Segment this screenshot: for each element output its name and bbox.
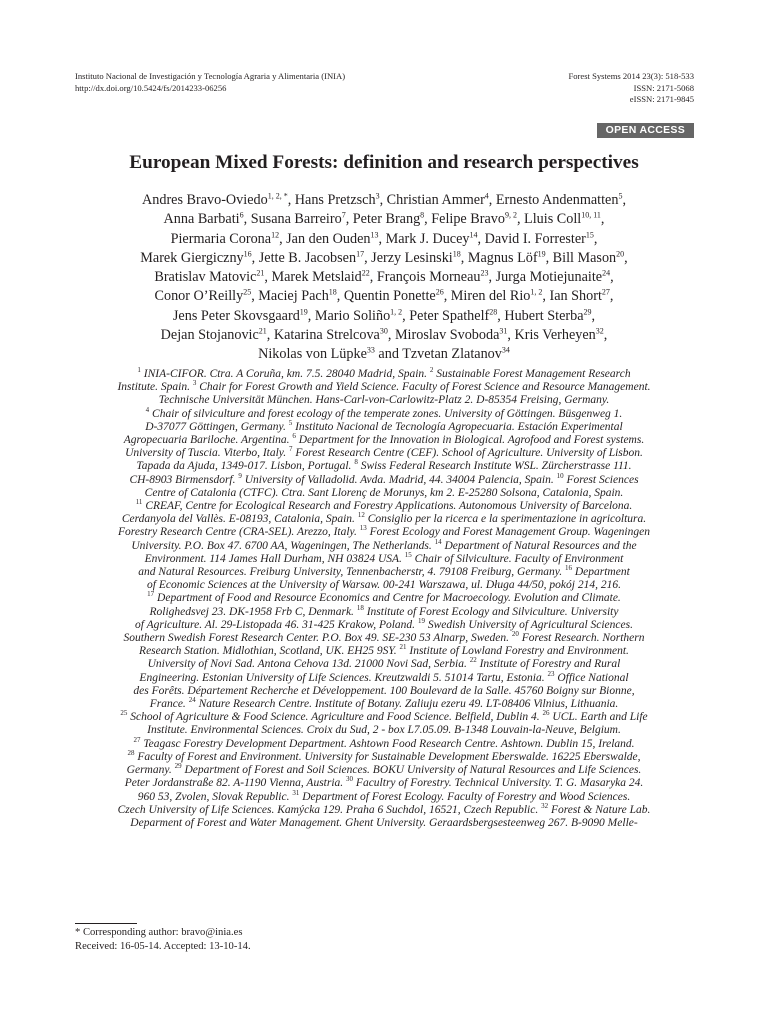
affiliation-text: Consiglio per la ricerca e la sperimentazione in agricoltura. (364, 513, 647, 526)
affiliation-number: 31 (292, 788, 300, 797)
author-name: Ian Short (549, 288, 602, 305)
affiliation-text: Czech University of Life Sciences. Kamýcka 129. Praha 6 Suchdol, 16521, Czech Republic. (117, 803, 542, 816)
author-list (60, 191, 708, 364)
affiliation-text: Department for the Innovation in Biological. Agrofood and Forest systems. (295, 434, 645, 447)
author-name: Piermaria Corona (170, 230, 272, 247)
author-name: Maciej Pach (258, 288, 329, 305)
affiliation-line (60, 381, 708, 394)
author-name: David I. Forrester (484, 230, 586, 247)
affiliation-number: 18 (356, 603, 364, 612)
affiliation-marker: 20 (616, 249, 625, 259)
affiliation-number: 17 (147, 590, 155, 599)
author-name: Jerzy Lesinski (371, 249, 453, 266)
author-name: Felipe Bravo (431, 211, 505, 228)
affiliation-marker: 28 (489, 306, 498, 316)
author-name: François Morneau (376, 269, 481, 285)
affiliation-text: Faculty of Forest and Environment. University for Sustainable Development Eberswalde. 16225 Eberswalde, (134, 750, 641, 763)
affiliation-text: Swedish University of Agricultural Sciences. (424, 618, 633, 631)
affiliation-text: Facultry of Forestry. Technical University. T. G. Masaryka 24. (353, 777, 644, 790)
affiliation-number: 21 (399, 643, 407, 652)
affiliation-marker: 14 (469, 229, 478, 239)
affiliation-line (60, 592, 708, 605)
affiliation-marker: 26 (435, 287, 444, 297)
affiliation-text: Forest Sciences (563, 473, 639, 486)
affiliation-text: France. (149, 698, 189, 711)
affiliation-number: 2 (429, 366, 434, 375)
affiliation-number: 30 (346, 775, 354, 784)
footnote-rule (75, 923, 137, 924)
affiliation-number: 9 (238, 471, 242, 480)
affiliation-text: University of Tuscia. Viterbo, Italy. (125, 447, 290, 460)
author-name: Dejan Stojanovic (160, 326, 259, 343)
affiliation-marker: 10, 11 (581, 210, 601, 220)
affiliation-text: Cerdanyola del Vallès. E-08193, Catalonia, Spain. (121, 513, 358, 526)
affiliation-text: Teagasc Forestry Development Department. Ashtown Food Research Centre. Ashtown. Dublin 15, Ireland. (140, 737, 635, 750)
affiliation-marker: 1, 2 (530, 287, 543, 297)
affiliation-marker: 15 (585, 229, 594, 239)
affiliation-text: Forest & Nature Lab. (548, 803, 651, 816)
affiliation-marker: 23 (480, 268, 489, 278)
affiliation-text: of Economic Sciences at the University of Warsaw. 00-241 Warszawa, ul. Długa 44/50, pokój 214, 216. (147, 579, 621, 592)
corresponding-author: * Corresponding author: bravo@inia.es (75, 927, 243, 938)
affiliation-marker: 13 (370, 229, 379, 239)
author-name: Lluis Coll (524, 211, 582, 228)
affiliation-marker: 19 (537, 249, 546, 259)
author-name: Christian Ammer (386, 192, 485, 208)
affiliation-text: Institute of Lowland Forestry and Environment. (406, 645, 629, 658)
affiliation-line (60, 471, 708, 487)
affiliation-marker: 19 (299, 306, 308, 316)
affiliation-line (60, 447, 708, 460)
author-line: Conor O’Reilly$^{25}$, Maciej Pach$^{18}$, Quentin Ponette$^{26}$, Miren del Rio$^{1, 2}$, Ian Short$^{27}$, (154, 287, 614, 305)
affiliation-text: Department of Forest Ecology. Faculty of Forestry and Wood Sciences. (299, 790, 631, 803)
affiliation-marker: 25 (243, 287, 252, 297)
affiliation-marker: 21 (256, 268, 265, 278)
affiliation-number: 22 (469, 656, 477, 665)
affiliation-text: School of Agriculture & Food Science. Agriculture and Food Science. Belfield, Dublin 4. (127, 711, 543, 724)
author-line: Jens Peter Skovsgaard$^{19}$, Mario Soliño$^{1, 2}$, Peter Spathelf$^{28}$, Hubert Sterba$^{29}$, (172, 306, 596, 324)
affiliation-text: Department (571, 566, 630, 579)
affiliation-text: and Natural Resources. Freiburg University, Tennenbacherstr, 4. 79108 Freiburg, Germany. (138, 566, 565, 579)
affiliation-text: Technische Universität München. Hans-Carl-von-Carlowitz-Platz 2. D-85354 Freising, Germany. (158, 394, 610, 407)
affiliation-number: 14 (434, 537, 442, 546)
affiliation-marker: 34 (501, 345, 510, 355)
affiliation-number: 23 (547, 669, 555, 678)
author-name: Marek Giergiczny (140, 249, 244, 266)
author-name: Ernesto Andenmatten (495, 192, 619, 208)
affiliation-line (60, 537, 708, 553)
affiliation-text: Chair of Silviculture. Faculty of Environment (411, 552, 624, 565)
affiliation-marker: 1, 2, * (267, 191, 288, 201)
affiliation-text: Centre of Catalonia (CTFC). Ctra. Sant Llorenç de Morunys, km 2. E-25280 Solsona, Catalonia, Spain. (144, 486, 624, 499)
affiliation-line (60, 603, 708, 619)
affiliation-text: des Forêts. Département Recherche et Développement. 100 Boulevard de la Salle. 45760 Boigny sur Bionne, (133, 684, 635, 697)
author-name: Marek Metslaid (271, 269, 362, 285)
affiliation-number: 12 (357, 511, 365, 520)
affiliation-text: Peter Jordanstraße 82. A-1190 Vienna, Austria. (124, 777, 347, 790)
affiliation-line (60, 724, 708, 737)
affiliation-number: 15 (404, 551, 412, 560)
author-name: Mario Soliño (314, 307, 391, 324)
affiliation-marker: 5 (618, 191, 623, 201)
affiliation-marker: 33 (366, 345, 375, 355)
affiliation-line (60, 685, 708, 698)
affiliation-text: 960 53, Zvolen, Slovak Republic. (137, 790, 293, 803)
affiliation-text: CREAF, Centre for Ecological Research and Forestry Applications. Autonomous University of Barcelona. (142, 500, 633, 513)
affiliation-number: 29 (174, 762, 182, 771)
author-name: Bill Mason (552, 249, 617, 266)
affiliation-text: Agropecuaria Bariloche. Argentina. (123, 434, 293, 447)
affiliation-number: 1 (137, 366, 141, 375)
affiliation-line (60, 513, 708, 526)
affiliation-text: Institute. Spain. (117, 381, 193, 394)
affiliation-text: Forest Research. Northern (518, 632, 645, 645)
affiliation-line (60, 418, 708, 434)
affiliation-marker: 18 (452, 249, 461, 259)
affiliation-line (60, 553, 708, 566)
affiliation-marker: 3 (375, 191, 380, 201)
author-line: Marek Giergiczny$^{16}$, Jette B. Jacobsen$^{17}$, Jerzy Lesinski$^{18}$, Magnus Löf$^{19}$, Bill Mason$^{20}$, (140, 249, 628, 266)
affiliation-line (60, 711, 708, 724)
affiliation-text: Swiss Federal Research Institute WSL. Zürcherstrasse 111. (357, 460, 632, 473)
affiliation-text: University of Novi Sad. Antona Cehova 13d. 21000 Novi Sad, Serbia. (147, 658, 470, 671)
open-access-badge: OPEN ACCESS (597, 123, 694, 138)
affiliation-marker: 17 (356, 249, 365, 259)
author-name: Magnus Löf (467, 249, 538, 266)
affiliation-marker: 29 (583, 306, 592, 316)
affiliation-line (60, 751, 708, 764)
author-name: Kris Verheyen (514, 326, 596, 343)
affiliation-text: D-37077 Göttingen, Germany. (145, 420, 289, 433)
affiliation-number: 11 (135, 498, 143, 507)
affiliation-marker: 22 (361, 268, 370, 278)
affiliation-line (60, 526, 708, 539)
author-line: Dejan Stojanovic$^{21}$, Katarina Strelcova$^{30}$, Miroslav Svoboda$^{31}$, Kris Verheyen$^{32}$, (160, 326, 608, 343)
affiliation-line (60, 735, 708, 751)
affiliation-text: University. P.O. Box 47. 6700 AA, Wageningen, The Netherlands. (131, 539, 435, 552)
affiliation-marker: 6 (239, 210, 244, 220)
affiliation-marker: 16 (243, 249, 252, 259)
affiliation-text: Department of Natural Resources and the (441, 539, 637, 552)
affiliation-line (60, 487, 708, 500)
affiliation-text: Instituto Nacional de Tecnología Agropecuaria. Estación Experimental (292, 420, 623, 433)
author-name: Quentin Ponette (343, 288, 436, 305)
affiliation-line (60, 777, 708, 790)
journal-citation: Forest Systems 2014 23(3): 518-533 (568, 71, 694, 81)
affiliation-text: Environment. 114 James Hall Durham, NH 03824 USA. (144, 552, 405, 565)
author-name: Katarina Strelcova (273, 326, 380, 343)
affiliation-text: Forest Ecology and Forest Management Group. Wageningen (366, 526, 650, 539)
affiliation-text: Research Station. Midlothian, Scotland, UK. EH25 9SY. (139, 645, 400, 658)
author-name: Susana Barreiro (250, 211, 342, 228)
affiliation-marker: 7 (341, 210, 346, 220)
affiliation-line (60, 394, 708, 407)
author-name: Peter Spathelf (409, 307, 490, 324)
author-name: Nikolas von Lüpke (258, 346, 367, 362)
author-name: Miren del Rio (450, 288, 531, 305)
affiliation-text: Chair for Forest Growth and Yield Science. Faculty of Forest Science and Resource Management. (196, 381, 651, 394)
author-name: Anna Barbati (163, 211, 240, 228)
affiliation-marker: 12 (271, 229, 280, 239)
running-header-right (568, 71, 694, 106)
author-line: Nikolas von Lüpke$^{33}$ and Tzvetan Zlatanov$^{34}$ (258, 345, 510, 362)
affiliation-number: 32 (541, 801, 549, 810)
affiliation-text: Germany. (126, 764, 175, 777)
author-name: Hans Pretzsch (294, 192, 376, 208)
issn: ISSN: 2171-5068 (633, 82, 694, 93)
doi-link[interactable]: http://dx.doi.org/10.5424/fs/2014233-06256 (75, 82, 227, 93)
affiliation-number: 27 (133, 735, 141, 744)
affiliation-text: of Agriculture. Al. 29-Listopada 46. 31-425 Krakow, Poland. (135, 618, 418, 631)
affiliation-line (60, 579, 708, 592)
affiliation-number: 4 (145, 405, 150, 414)
affiliation-text: Forestry Research Centre (CRA-SEL). Arezzo, Italy. (118, 526, 360, 539)
affiliation-line (60, 658, 708, 671)
affiliation-number: 28 (127, 749, 135, 758)
affiliation-marker: 31 (499, 326, 508, 336)
affiliation-line (60, 500, 708, 513)
affiliation-marker: 24 (602, 268, 611, 278)
author-name: Tzvetan Zlatanov (402, 346, 502, 362)
affiliation-line (60, 619, 708, 632)
author-line: Bratislav Matovic$^{21}$, Marek Metslaid$^{22}$, François Morneau$^{23}$, Jurga Motiejunaite$^{24}$, (154, 268, 614, 285)
author-name: Jette B. Jacobsen (258, 249, 357, 266)
affiliation-text: Department of Food and Resource Economics and Centre for Macroecology. Evolution and Climate. (154, 592, 621, 605)
affiliation-number: 7 (289, 445, 293, 454)
affiliation-marker: 18 (328, 287, 337, 297)
affiliation-line (60, 801, 708, 817)
affiliation-marker: 30 (379, 326, 388, 336)
paper-title: European Mixed Forests: definition and research perspectives (129, 152, 639, 173)
affiliation-number: 6 (292, 432, 296, 441)
affiliation-marker: 9, 2 (504, 210, 517, 220)
author-line: Anna Barbati$^6$, Susana Barreiro$^7$, Peter Brang$^8$, Felipe Bravo$^{9, 2}$, Lluis Coll$^{10, 11}$, (163, 210, 605, 228)
received-accepted-dates: Received: 16-05-14. Accepted: 13-10-14. (75, 940, 251, 952)
affiliation-line (60, 669, 708, 685)
affiliation-line (60, 368, 708, 381)
affiliation-marker: 1, 2 (390, 306, 403, 316)
affiliation-text: INIA-CIFOR. Ctra. A Coruña, km. 7.5. 28040 Madrid, Spain. (140, 368, 430, 380)
affiliation-line (60, 788, 708, 804)
affiliation-line (60, 632, 708, 645)
affiliation-text: Chair of silviculture and forest ecology of the temperate zones. University of Göttingen. Büsgenweg 1. (149, 407, 623, 420)
affiliation-text: Nature Research Centre. Institute of Botany. Zaliuju ezeru 49. LT-08406 Vilnius, Lithuania. (195, 698, 619, 711)
author-name: Miroslav Svoboda (394, 326, 500, 343)
affiliation-number: 24 (188, 696, 196, 705)
author-line: Piermaria Corona$^{12}$, Jan den Ouden$^{13}$, Mark J. Ducey$^{14}$, David I. Forrester$^{15}$, (170, 229, 598, 247)
affiliation-text: Deparment of Forest and Water Management. Ghent University. Geraardsbergsesteenweg 267. B-9090 Melle- (130, 816, 638, 829)
affiliation-number: 25 (120, 709, 128, 718)
author-line: Andres Bravo-Oviedo$^{1, 2, *}$, Hans Pretzsch$^3$, Christian Ammer$^4$, Ernesto Andenmatten$^5$, (142, 191, 626, 208)
affiliation-line (60, 764, 708, 777)
affiliation-number: 10 (556, 471, 564, 480)
author-name: Conor O’Reilly (154, 288, 244, 305)
affiliation-line (60, 566, 708, 579)
affiliation-text: CH-8903 Birmensdorf. (129, 473, 239, 486)
author-name: Peter Brang (352, 211, 421, 228)
affiliation-line (60, 645, 708, 658)
author-name: Hubert Sterba (504, 307, 584, 324)
author-name: Jens Peter Skovsgaard (172, 307, 300, 324)
affiliation-text: UCL. Earth and Life (549, 711, 648, 724)
affiliation-text: Department of Forest and Soil Sciences. BOKU University of Natural Resources and Life Sciences. (181, 764, 642, 777)
author-name: Jurga Motiejunaite (495, 269, 603, 285)
footnotes (75, 926, 251, 953)
author-name: Mark J. Ducey (385, 230, 470, 247)
affiliation-text: Tapada da Ajuda, 1349-017. Lisbon, Portugal. (136, 460, 355, 473)
author-name: Andres Bravo-Oviedo (142, 192, 268, 208)
running-header-left (75, 71, 345, 94)
affiliation-number: 8 (354, 458, 358, 467)
affiliation-text: Southern Swedish Forest Research Center. P.O. Box 49. SE-230 53 Alnarp, Sweden. (123, 632, 512, 645)
affiliation-text: Sustainable Forest Management Research (433, 368, 631, 380)
affiliations-block (60, 368, 708, 830)
affiliation-marker: 27 (601, 287, 610, 297)
affiliation-text: University of Valladolid. Avda. Madrid, 44. 34004 Palencia, Spain. (241, 473, 557, 486)
affiliation-text: Office National (554, 671, 629, 684)
affiliation-line (60, 405, 708, 421)
affiliation-number: 5 (288, 418, 293, 427)
institution-name: Instituto Nacional de Investigación y Tecnología Agraria y Alimentaria (INIA) (75, 71, 346, 81)
affiliation-marker: 8 (420, 210, 425, 220)
affiliation-number: 26 (542, 709, 550, 718)
affiliation-number: 3 (192, 379, 197, 388)
affiliation-number: 16 (564, 564, 572, 573)
affiliation-line (60, 698, 708, 711)
affiliation-text: Rolighedsvej 23. DK-1958 Frb C, Denmark. (149, 605, 357, 618)
affiliation-marker: 4 (484, 191, 489, 201)
affiliation-text: Forest Research Centre (CEF). School of Agriculture. University of Lisbon. (292, 447, 643, 460)
affiliation-marker: 32 (595, 326, 604, 336)
affiliation-number: 20 (511, 630, 519, 639)
affiliation-number: 13 (359, 524, 367, 533)
author-name: Bratislav Matovic (154, 269, 257, 285)
affiliation-line (60, 434, 708, 447)
affiliation-text: Institute of Forest Ecology and Silviculture. University (363, 605, 619, 618)
author-name: Jan den Ouden (286, 230, 371, 247)
affiliation-text: Engineering. Estonian University of Life Sciences. Kreutzwaldi 5. 51014 Tartu, Estonia. (139, 671, 548, 684)
affiliation-number: 19 (417, 617, 425, 626)
affiliation-line (60, 817, 708, 830)
affiliation-text: Institute. Environmental Sciences. Croix du Sud, 2 - box L7.05.09. B-1348 Louvain-la-Neuve, Belgium. (147, 724, 621, 737)
eissn: eISSN: 2171-9845 (629, 94, 694, 104)
affiliation-line (60, 460, 708, 473)
affiliation-text: Institute of Forestry and Rural (476, 658, 621, 671)
affiliation-marker: 21 (258, 326, 267, 336)
